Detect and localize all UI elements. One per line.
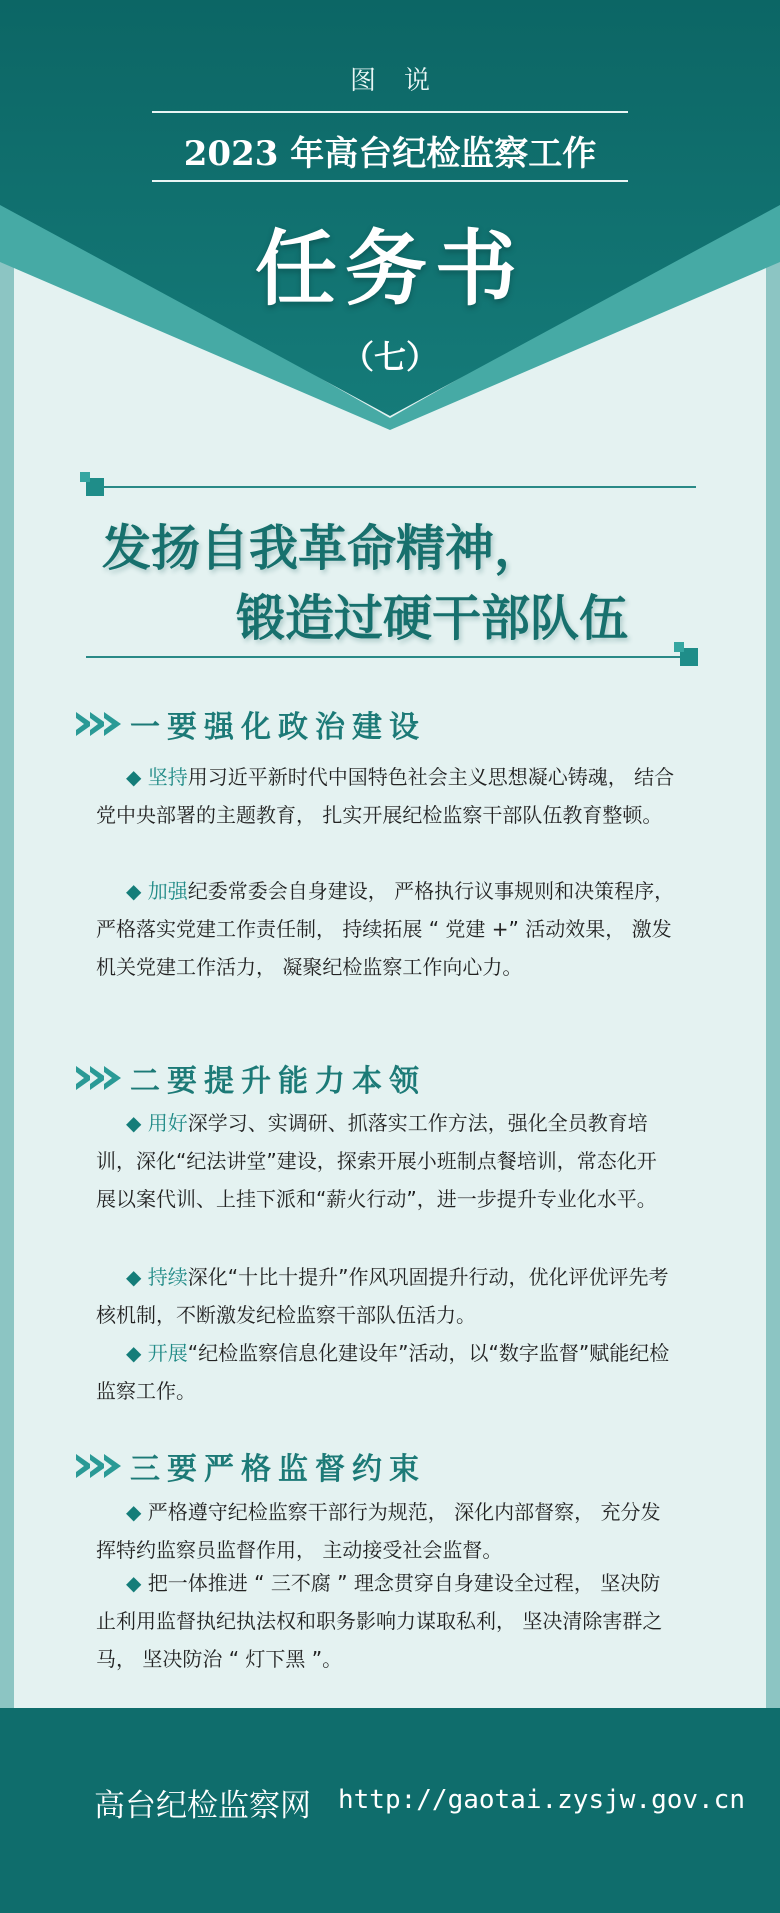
theme-frame-corner-top [86,478,104,496]
theme-frame-bottom-line [86,656,696,658]
section-heading-3 [76,1446,426,1486]
paragraph-text: “纪检监察信息化建设年”活动，以“数字监督”赋能纪检监察工作。 [96,1341,670,1403]
paragraph-text: 纪委常委会自身建设， 严格执行议事规则和决策程序， 严格落实党建工作责任制， 持续拓展 “ 党建 +” 活动效果， 激发机关党建工作活力， 凝聚纪检监察工作向心力。 [96,879,675,979]
paragraph-keyword: 坚持 [147,765,188,789]
paragraph-text: 深化“十比十提升”作风巩固提升行动，优化评优评先考核机制，不断激发纪检监察干部队伍活力。 [96,1265,669,1327]
section-2-paragraph-3 [96,1334,676,1410]
section-2-paragraph-1 [96,1104,676,1218]
paragraph-text: 把一体推进 “ 三不腐 ” 理念贯穿自身建设全过程， 坚决防止利用监督执纪执法权和职务影响力谋取私利， 坚决清除害群之马， 坚决防治 “ 灯下黑 ”。 [96,1571,663,1671]
triple-arrow-icon [76,1454,118,1478]
section-title: 二要提升能力本领 [130,1064,426,1099]
section-1-paragraph-2 [96,872,676,986]
header-divider-top [152,111,628,113]
paragraph-keyword: 加强 [147,879,188,903]
footer-url-link[interactable]: http://gaotai.zysjw.gov.cn [338,1785,745,1815]
header-subtitle: 2023 年高台纪检监察工作 [183,134,597,174]
triple-arrow-icon [76,1066,118,1090]
section-3-paragraph-2 [96,1564,676,1678]
paragraph-keyword: 开展 [147,1341,188,1365]
paragraph-text: 用习近平新时代中国特色社会主义思想凝心铸魂， 结合党中央部署的主题教育， 扎实开展纪检监察干部队伍教育整顿。 [96,765,675,827]
section-heading-1 [76,704,426,744]
page-title: 任务书 [254,222,525,317]
header-label: 图说 [349,66,458,96]
diamond-bullet-icon: ◆ [126,1265,142,1289]
diamond-bullet-icon: ◆ [126,765,142,789]
diamond-bullet-icon: ◆ [126,879,142,903]
section-title: 一要强化政治建设 [130,710,426,745]
paragraph-keyword: 用好 [147,1111,188,1135]
diamond-bullet-icon: ◆ [126,1341,142,1365]
theme-line-1: 发扬自我革命精神， [102,520,544,577]
section-title: 三要严格监督约束 [130,1452,426,1487]
diamond-bullet-icon: ◆ [126,1500,142,1524]
triple-arrow-icon [76,712,118,736]
theme-frame-corner-bottom [680,648,698,666]
paragraph-text: 严格遵守纪检监察干部行为规范， 深化内部督察， 充分发挥特约监察员监督作用， 主动接受社会监督。 [96,1500,661,1562]
section-1-paragraph-1 [96,758,676,834]
diamond-bullet-icon: ◆ [126,1571,142,1595]
theme-frame-top-line [86,486,696,488]
paragraph-text: 深学习、实调研、抓落实工作方法，强化全员教育培训，深化“纪法讲堂”建设，探索开展小班制点餐培训，常态化开展以案代训、上挂下派和“薪火行动”，进一步提升专业化水平。 [96,1111,657,1211]
diamond-bullet-icon: ◆ [126,1111,142,1135]
section-heading-2 [76,1058,426,1098]
theme-line-2: 锻造过硬干部队伍 [236,590,629,647]
section-2-paragraph-2 [96,1258,676,1334]
issue-number: （七） [341,338,438,376]
paragraph-keyword: 持续 [147,1265,188,1289]
header-divider-bottom [152,180,628,182]
footer-site-name: 高台纪检监察网 [94,1788,311,1824]
section-3-paragraph-1 [96,1493,676,1569]
